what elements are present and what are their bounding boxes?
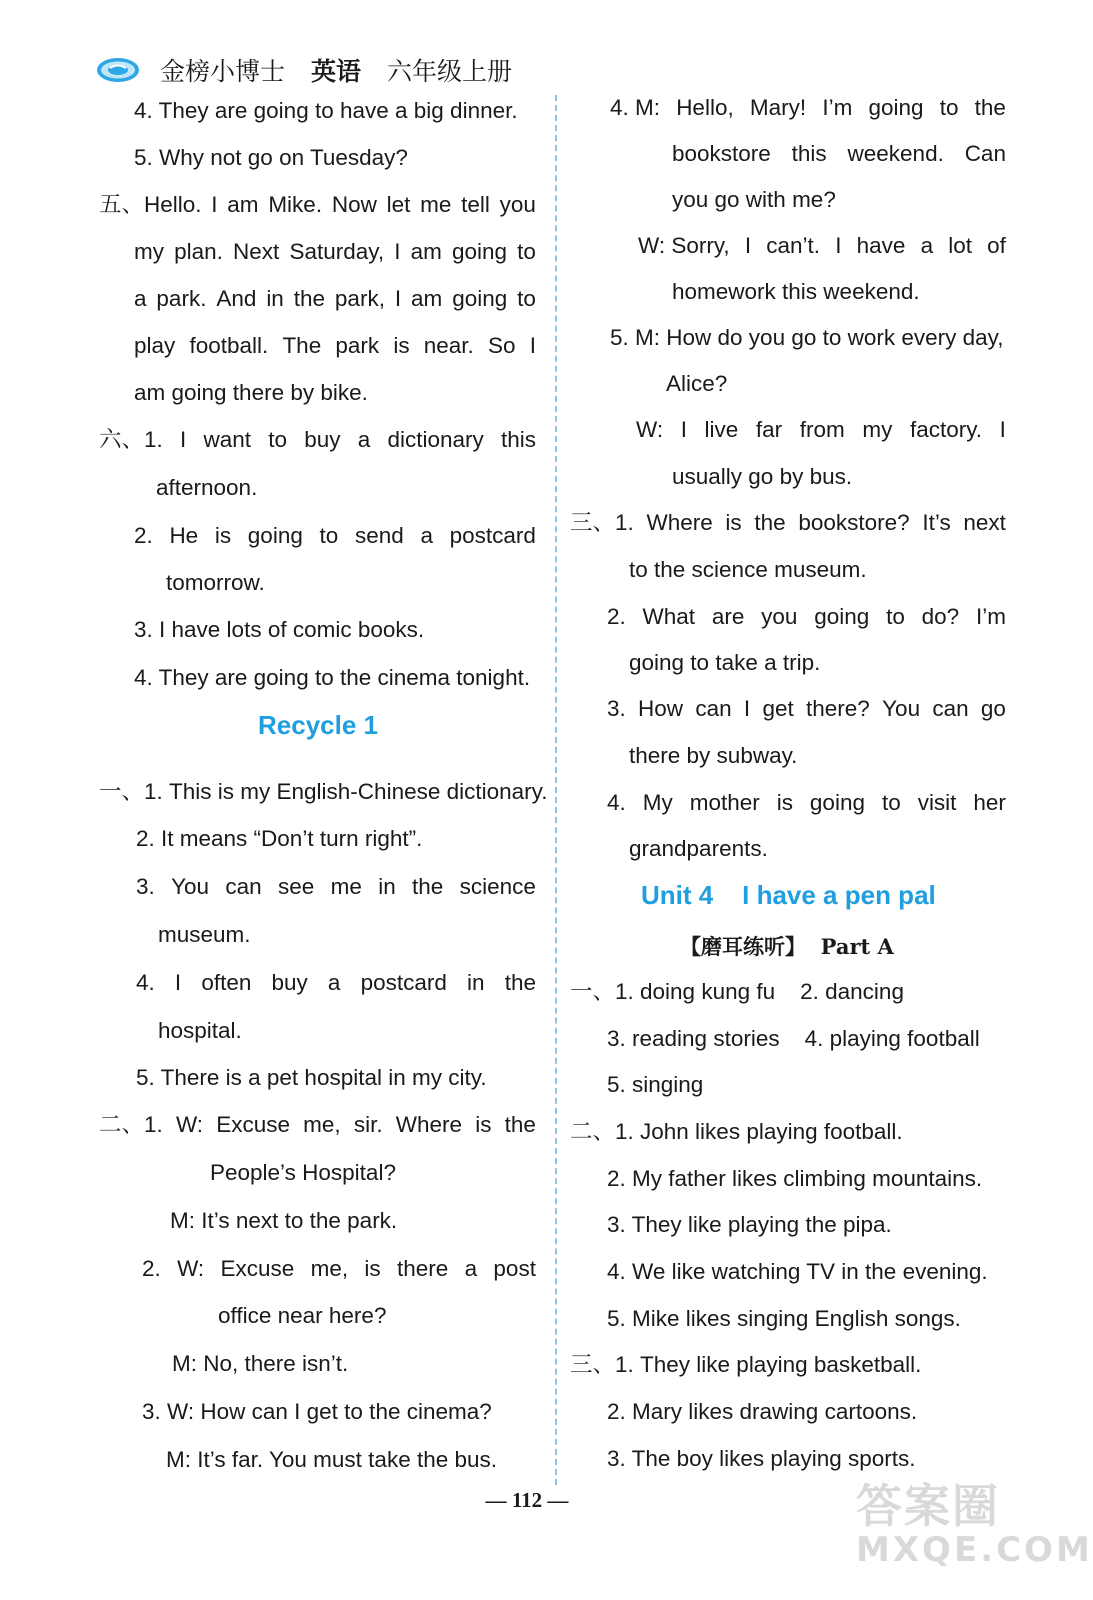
word: 3. [607,696,626,721]
word: I [529,333,536,358]
word: me, [310,1256,349,1281]
answer-line [99,1110,536,1140]
word: is [393,333,410,358]
word: there? [806,696,870,721]
word: am [410,239,442,264]
word: W: [175,1112,204,1137]
word: I [179,427,187,452]
word: of [987,233,1006,258]
answer-line: usually go by bus. [672,464,853,489]
word: the [293,286,326,311]
word: W: [636,417,664,442]
answer-line: 2. My father likes climbing mountains. [607,1166,983,1191]
answer-line: People’s Hospital? [210,1160,396,1185]
word: in [467,970,485,995]
subject-name: 英语 [311,58,362,86]
word: Next [233,239,280,264]
answer-line: 3. The boy likes playing sports. [607,1446,916,1471]
word: I [835,233,842,258]
answer-line: 5. Why not go on Tuesday? [134,145,408,170]
answer-line: M: It’s far. You must take the bus. [166,1447,498,1472]
answer-line: tomorrow. [166,570,265,595]
answer-line: 5. There is a pet hospital in my city. [136,1065,487,1090]
answer-line: 4. They are going to the cinema tonight. [134,665,531,690]
word: go [980,696,1006,721]
answer-line: 3. They like playing the pipa. [607,1212,892,1237]
word: the [754,510,786,535]
word: to [319,523,339,548]
word: is [725,510,742,535]
word: You [882,696,921,721]
answer-line: Alice? [666,371,728,396]
page-header [96,50,538,90]
page-number: — 112 — [485,1488,569,1512]
word: dictionary [387,427,484,452]
part-title: 【磨耳练听】 Part A [680,934,894,959]
word: going [809,790,865,815]
word: science [459,874,536,899]
word: buy [271,970,308,995]
answer-line: 一、1. doing kung fu 2. dancing [570,979,904,1004]
grade-name: 六年级上册 [387,58,513,86]
word: Can [964,141,1006,166]
answer-line: 2. It means “Don’t turn right”. [136,826,423,851]
word: her [973,790,1006,815]
brand-logo-icon [96,56,140,84]
word: a [464,1256,478,1281]
word: Excuse [220,1256,295,1281]
word: I’m [975,604,1006,629]
word: can’t. [766,233,821,258]
word: Excuse [216,1112,290,1137]
answer-line: 一、1. This is my English-Chinese dictionary. [99,779,548,804]
answer-line: homework this weekend. [672,279,920,304]
word: going [452,286,508,311]
word: is [364,1256,381,1281]
word: can [695,696,732,721]
answer-line: 三、1. They like playing basketball. [570,1352,922,1377]
answer-line: 5. singing [607,1072,704,1097]
answer-line: 5. M: How do you go to work every day, [610,325,1004,350]
word: send [354,523,404,548]
answer-line [134,331,536,361]
word: post [493,1256,536,1281]
word: let [386,192,411,217]
word: The [282,333,322,358]
word: mother [689,790,760,815]
word: 2. [142,1256,161,1281]
answer-line: am going there by bike. [134,380,368,405]
watermark [856,1470,1093,1590]
word: a [327,970,341,995]
word: park, [334,286,385,311]
word: plan. [174,239,223,264]
answer-line: 3. I have lots of comic books. [134,617,425,642]
word: can [225,874,262,899]
word: He [169,523,199,548]
answer-line [134,237,536,267]
word: Mary! [749,95,807,120]
word: often [201,970,252,995]
word: going [247,523,303,548]
word: to [886,604,905,629]
answer-line [636,415,1006,445]
word: me [330,874,362,899]
answer-line [99,190,536,220]
word: It’s [922,510,951,535]
word: I [394,286,402,311]
word: a [357,427,371,452]
answer-line: 4. They are going to have a big dinner. [134,98,518,123]
answer-line [607,602,1006,632]
word: am [227,192,259,217]
word: going [451,239,508,264]
answer-line [672,139,1006,169]
word: I [211,192,218,217]
word: Where [646,510,713,535]
word: is [776,790,793,815]
answer-line [99,425,536,455]
word: tell [461,192,490,217]
word: going [868,95,924,120]
answer-line: you go with me? [672,187,836,212]
answer-line [134,284,536,314]
answer-line: museum. [158,922,251,947]
word: a [134,286,147,311]
word: I [174,970,182,995]
word: postcard [360,970,447,995]
section-title-unit-4: Unit 4 I have a pen pal [641,880,936,910]
word: my [862,417,893,442]
word: do? [921,604,960,629]
word: buy [304,427,341,452]
word: in [378,874,396,899]
word: park [335,333,380,358]
answer-line [136,872,536,902]
word: a [920,233,934,258]
column-divider [555,95,557,1485]
word: get [762,696,794,721]
word: 二、1. [99,1112,163,1137]
word: to [517,239,536,264]
word: this [500,427,536,452]
word: bookstore? [798,510,910,535]
word: the [504,1112,536,1137]
word: You [171,874,210,899]
brand-name: 金榜小博士 [160,58,286,86]
answer-line [134,521,536,551]
answer-line [638,231,1006,261]
word: have [856,233,906,258]
word: is [475,1112,492,1137]
word: to [881,790,901,815]
word: W: Sorry, [638,233,730,258]
word: Where [395,1112,463,1137]
word: sir. [353,1112,383,1137]
answer-line: 二、1. John likes playing football. [570,1119,903,1144]
watermark-url: MXQE.COM [856,1530,1093,1570]
word: to [939,95,959,120]
word: this [791,141,827,166]
answer-line: 3. reading stories 4. playing football [607,1026,980,1051]
word: to [517,286,536,311]
word: Now [331,192,377,217]
answer-line: 4. We like watching TV in the evening. [607,1259,988,1284]
answer-line: 5. Mike likes singing English songs. [607,1306,961,1331]
word: How [638,696,684,721]
word: near. [423,333,474,358]
word: I [394,239,401,264]
word: Hello, [676,95,734,120]
word: am [411,286,443,311]
answer-line: 2. Mary likes drawing cartoons. [607,1399,918,1424]
word: want [203,427,251,452]
answer-line: afternoon. [156,475,258,500]
word: park. [156,286,207,311]
word: are [711,604,745,629]
word: next [963,510,1006,535]
answer-line [610,93,1006,123]
word: 2. [134,523,153,548]
word: my [134,239,164,264]
answer-line: office near here? [218,1303,387,1328]
word: So [487,333,516,358]
word: W: [177,1256,205,1281]
word: going [814,604,870,629]
answer-line: going to take a trip. [629,650,821,675]
word: live [704,417,739,442]
word: My [642,790,673,815]
answer-line [142,1254,536,1284]
word: Saturday, [289,239,385,264]
answer-line: there by subway. [629,743,798,768]
answer-line: hospital. [158,1018,242,1043]
word: 4. [607,790,626,815]
word: football. [189,333,269,358]
answer-line: M: No, there isn’t. [172,1351,349,1376]
answer-line [136,968,536,998]
word: a [420,523,433,548]
word: far [755,417,783,442]
word: you [761,604,798,629]
word: me, [303,1112,341,1137]
word: 4. [136,970,155,995]
word: I [744,233,752,258]
word: 五、Hello. [99,192,202,217]
word: can [932,696,969,721]
word: play [134,333,176,358]
word: see [278,874,315,899]
word: lot [948,233,972,258]
word: 六、1. [99,427,163,452]
word: me [420,192,452,217]
word: postcard [449,523,536,548]
section-title-recycle-1: Recycle 1 [258,710,378,740]
word: I’m [822,95,853,120]
word: the [504,970,536,995]
answer-line [607,788,1006,818]
word: the [974,95,1006,120]
word: bookstore [672,141,771,166]
word: you [499,192,536,217]
word: to [268,427,287,452]
word: 4. M: [610,95,661,120]
word: 2. [607,604,626,629]
word: weekend. [847,141,944,166]
answer-line: 3. W: How can I get to the cinema? [142,1399,492,1424]
word: I [999,417,1006,442]
word: What [642,604,696,629]
word: factory. [909,417,983,442]
watermark-text: 答案圈 [856,1479,1000,1533]
word: there [396,1256,449,1281]
answer-line [607,694,1006,724]
word: Mike. [268,192,323,217]
word: 3. [136,874,155,899]
word: in [266,286,284,311]
answer-line [570,508,1006,538]
word: I [680,417,687,442]
word: I [743,696,751,721]
answer-line: grandparents. [629,836,768,861]
word: from [799,417,845,442]
word: is [214,523,232,548]
answer-line: to the science museum. [629,557,867,582]
word: And [216,286,257,311]
answer-line: M: It’s next to the park. [170,1208,398,1233]
word: the [412,874,444,899]
word: 三、1. [570,510,634,535]
word: visit [917,790,957,815]
